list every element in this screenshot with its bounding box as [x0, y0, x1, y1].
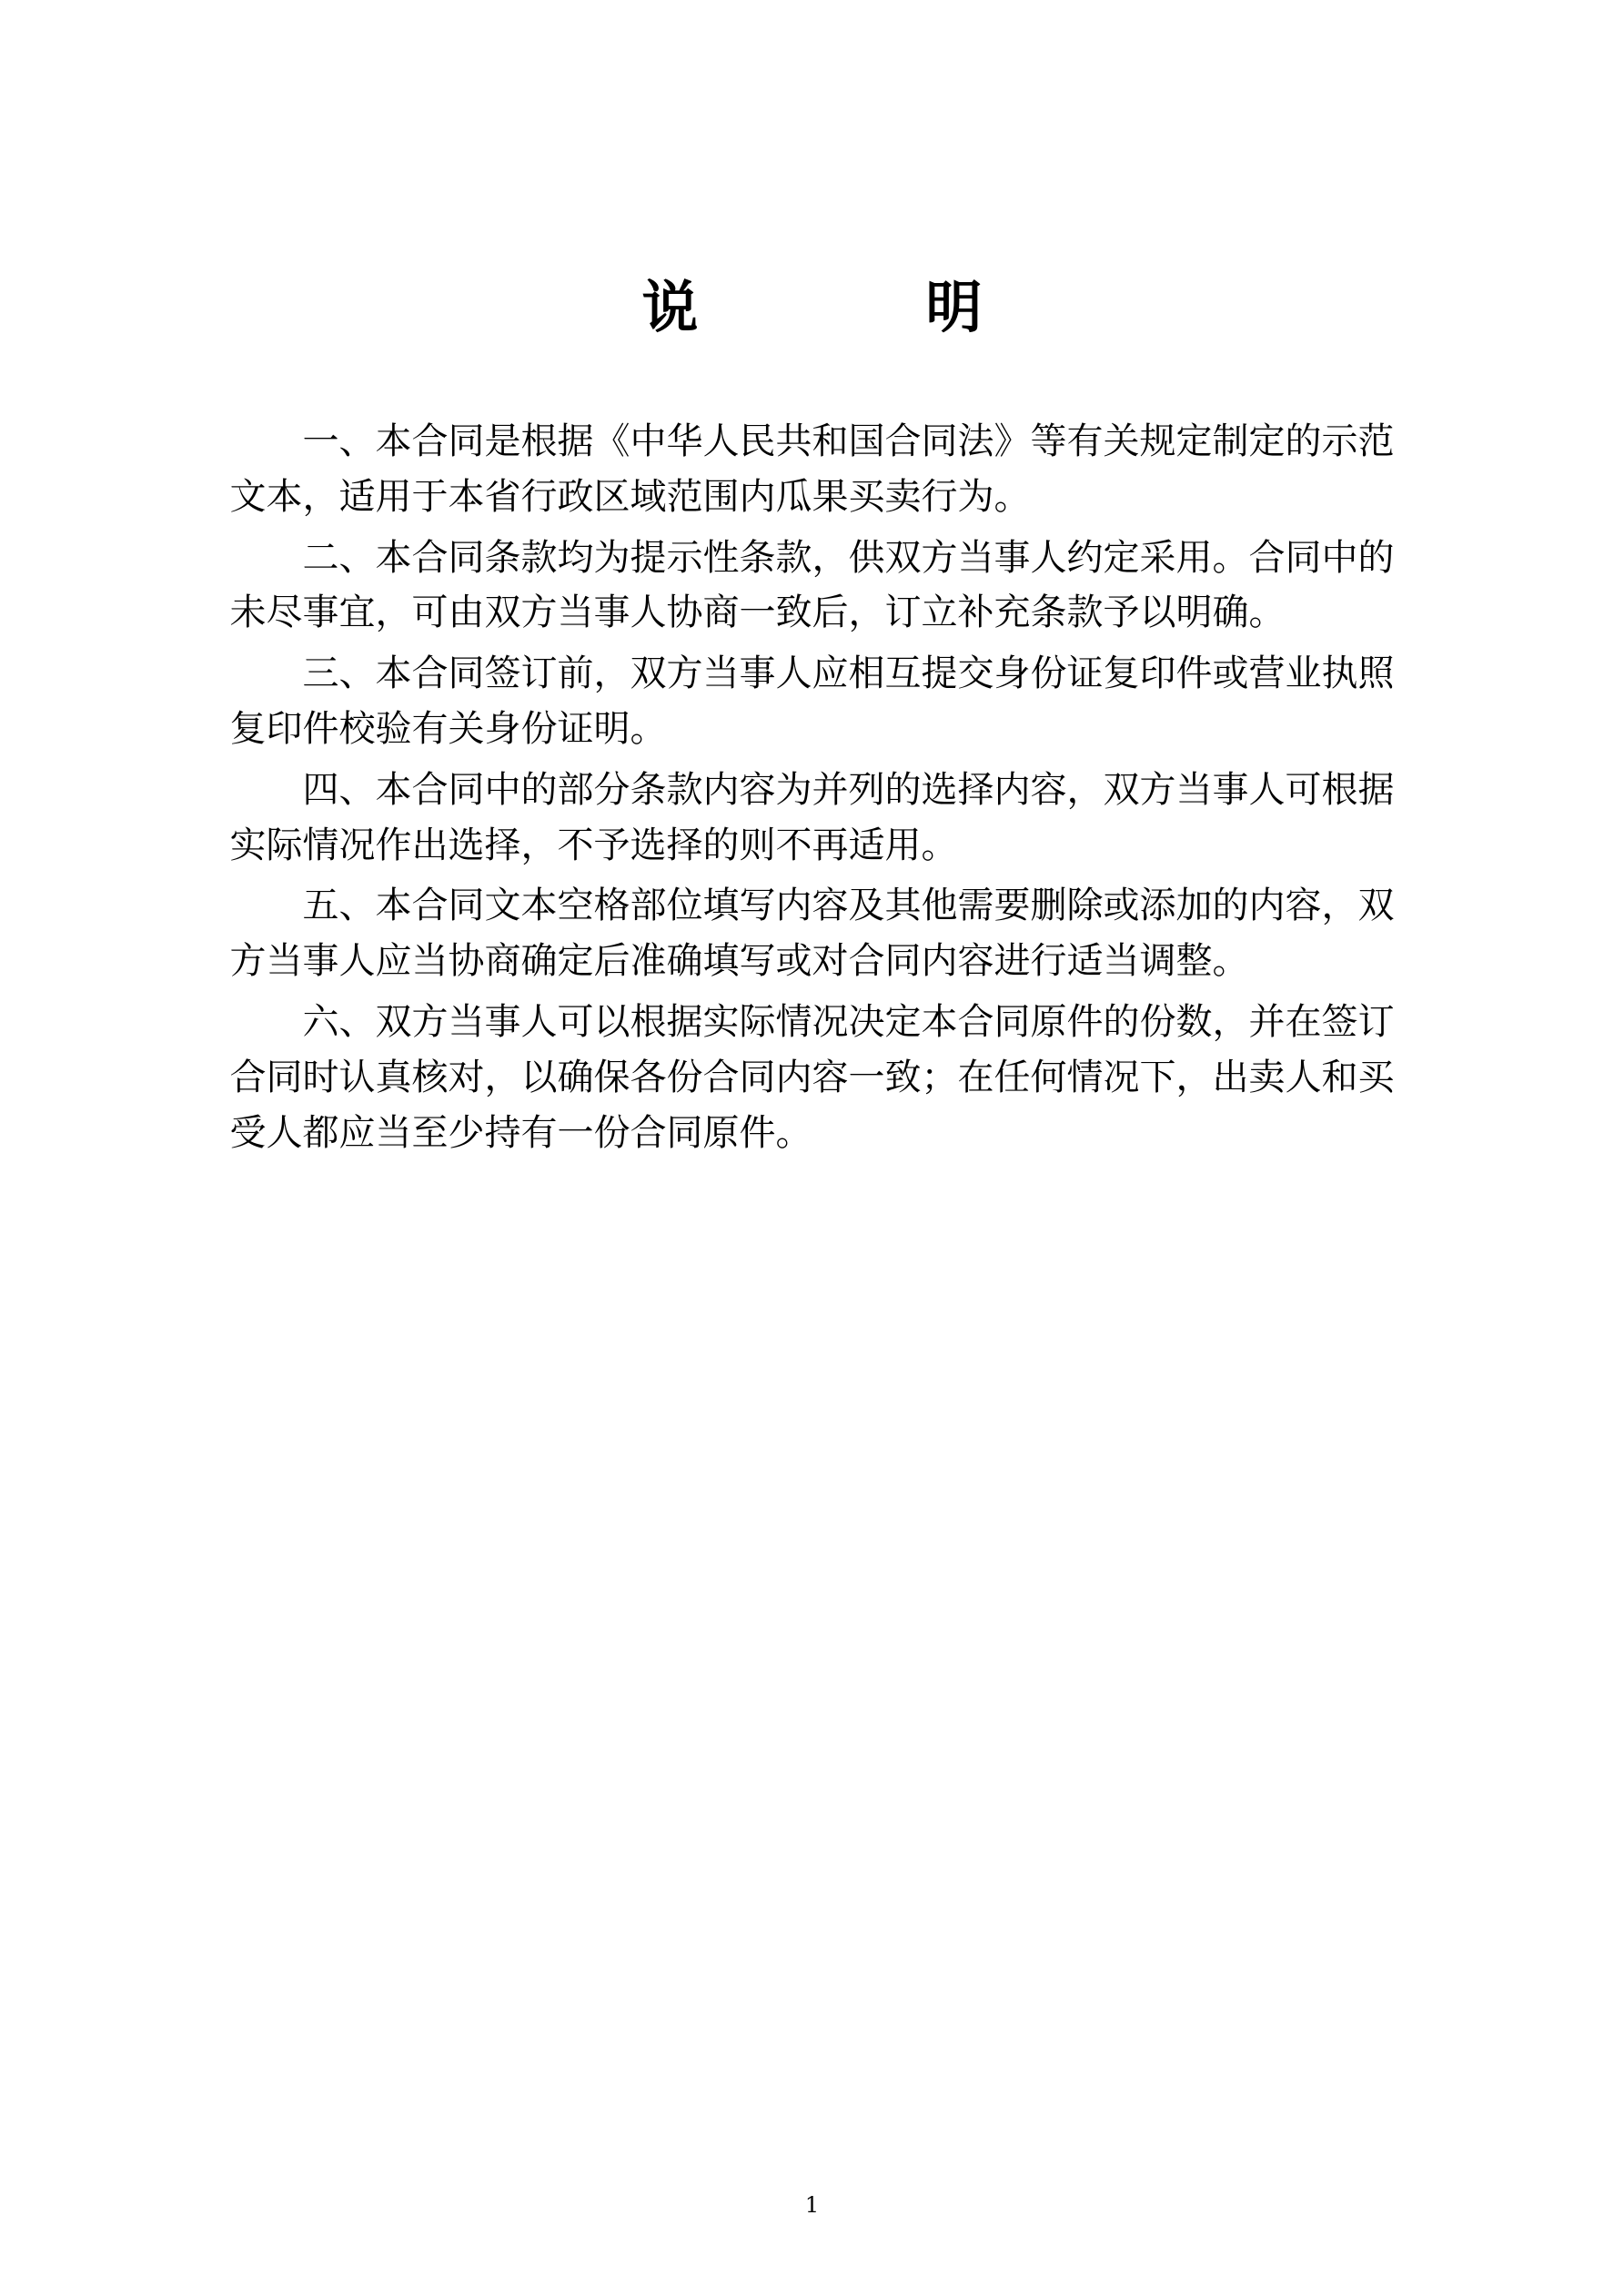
- paragraph-3: 三、本合同签订前，双方当事人应相互提交身份证复印件或营业执照复印件校验有关身份证明。: [229, 652, 1395, 750]
- paragraph-4: 四、本合同中的部分条款内容为并列的选择内容，双方当事人可根据实际情况作出选择，不予选择的则不再适用。: [229, 768, 1395, 866]
- page-title: 说 明: [641, 274, 1021, 340]
- paragraph-6: 六、双方当事人可以根据实际情况决定本合同原件的份数，并在签订合同时认真核对，以确保各份合同内容一致；在任何情况下，出卖人和买受人都应当至少持有一份合同原件。: [229, 1000, 1395, 1154]
- paragraph-2: 二、本合同条款均为提示性条款，供双方当事人约定采用。合同中的未尽事宜，可由双方当事人协商一致后，订立补充条款予以明确。: [229, 536, 1395, 634]
- page-number: 1: [804, 2192, 820, 2218]
- paragraph-5: 五、本合同文本空格部位填写内容及其他需要删除或添加的内容，双方当事人应当协商确定后准确填写或对合同内容进行适当调整。: [229, 885, 1395, 983]
- paragraph-1: 一、本合同是根据《中华人民共和国合同法》等有关规定制定的示范文本，适用于本省行政区域范围内瓜果买卖行为。: [229, 420, 1395, 518]
- document-body: [230, 343, 1395, 1160]
